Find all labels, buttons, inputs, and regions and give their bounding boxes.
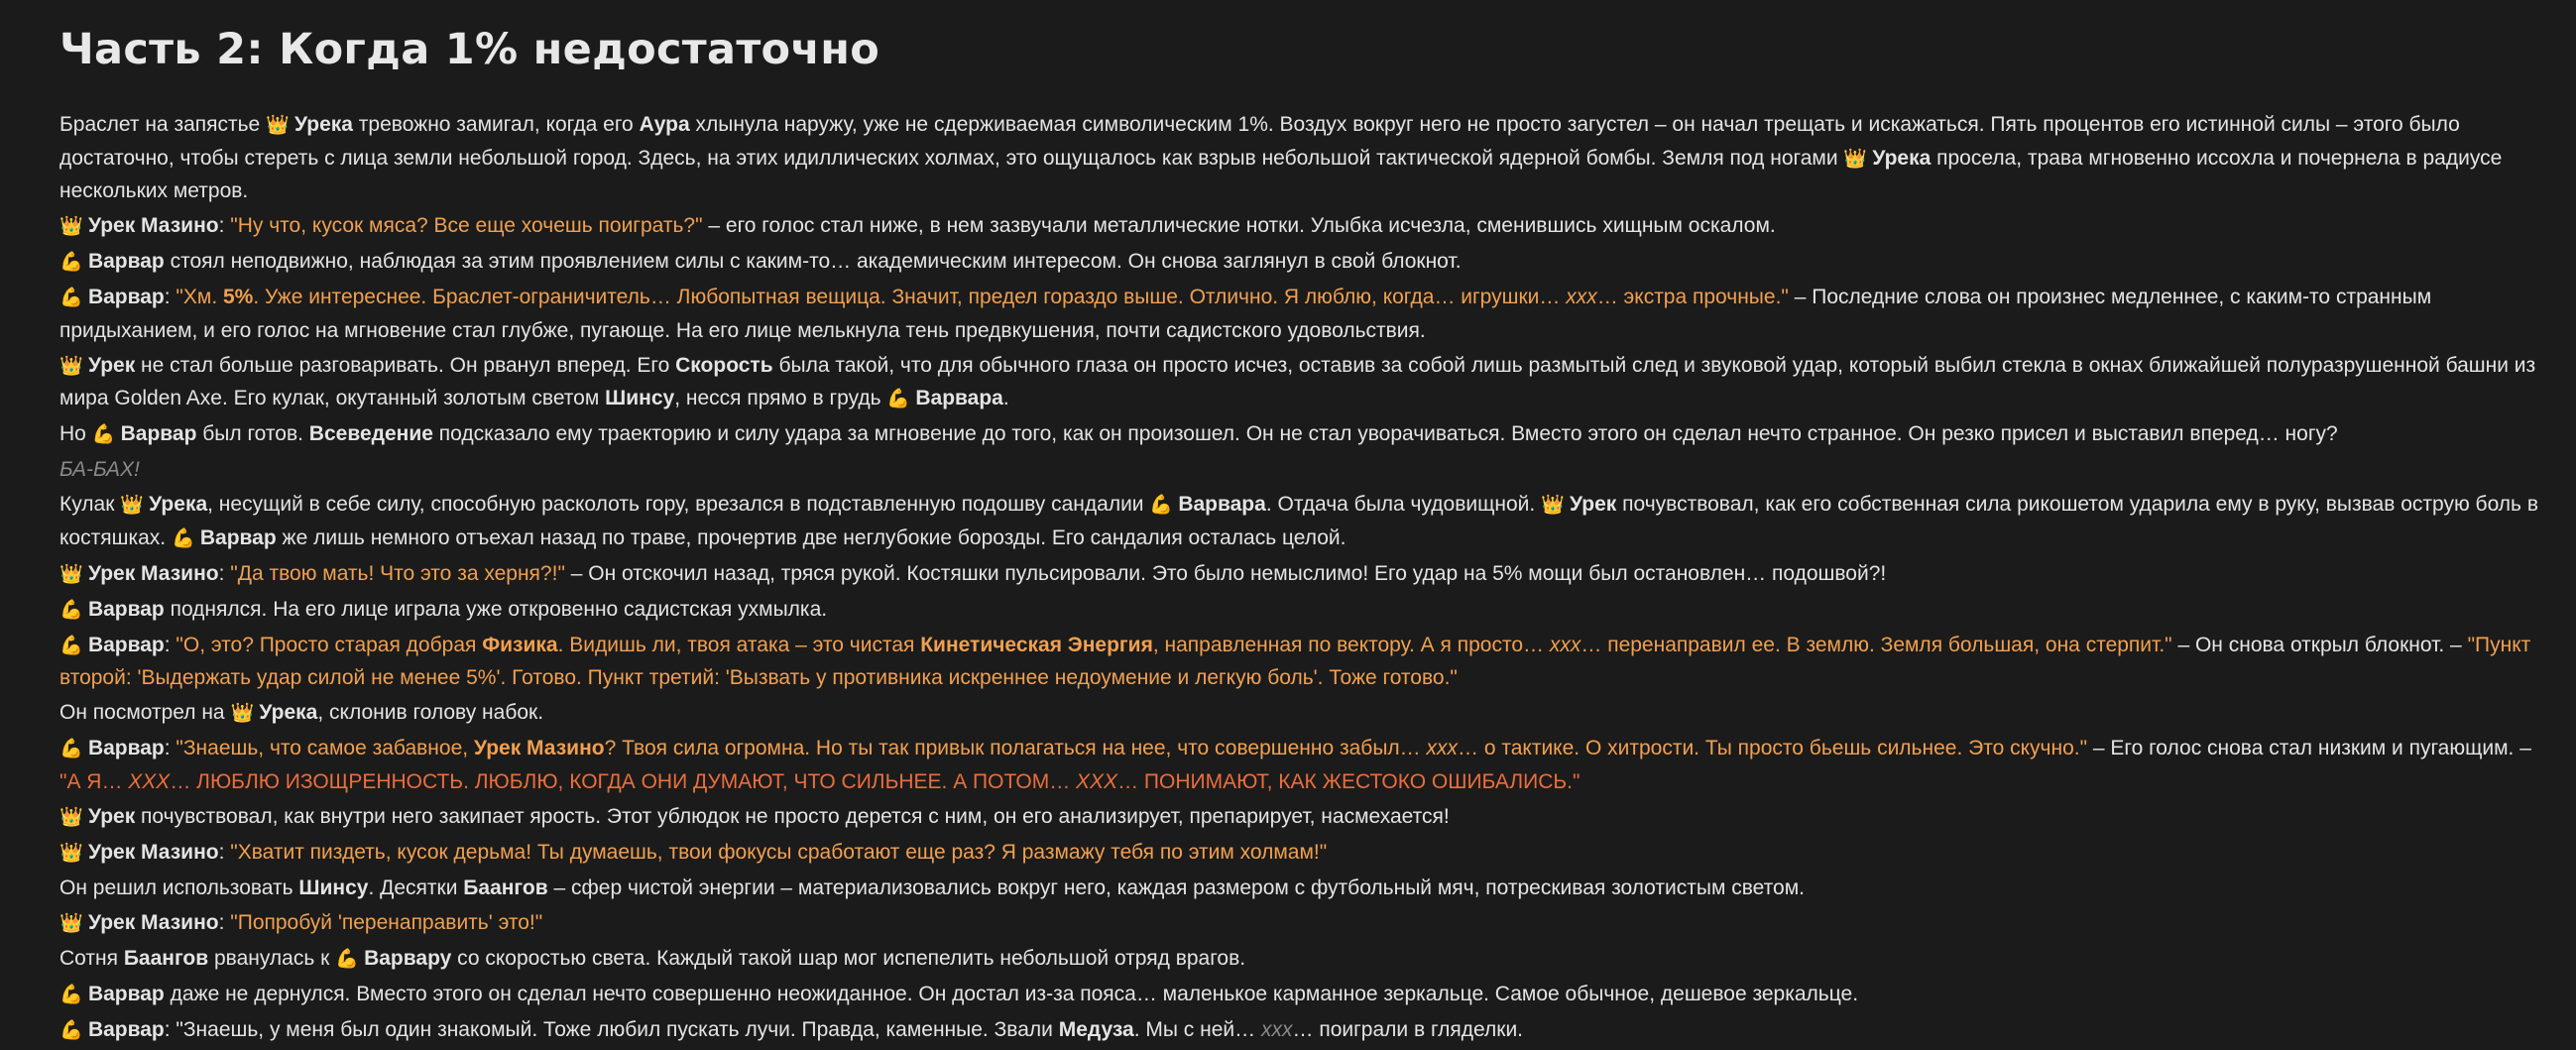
emphasis-name: Урека — [294, 113, 353, 136]
text-run: . Десятки — [368, 875, 464, 899]
text-run: просела, трава мгновенно иссохла и почернела в радиусе нескольких метров. — [59, 146, 2503, 202]
dialogue-text: … экстра прочные." — [1596, 286, 1789, 308]
dialogue-text: "Хватит пиздеть, кусок дерьма! Ты думаешь, твои фокусы сработают еще раз? Я размажу тебя по этим холмам!" — [230, 840, 1328, 864]
emphasis-name: Урек Мазино — [87, 840, 219, 864]
dialogue-text: Кинетическая Энергия — [920, 633, 1153, 656]
text-run: Но — [59, 422, 92, 445]
story-paragraph — [59, 558, 2558, 592]
text-run: подсказало ему траекторию и силу удара за мгновение до того, как он произошел. Он не стал уворачиваться. Вместо этого он сделал нечто странное. Он резко присел и выставил вперед… ногу? — [432, 422, 2338, 445]
flexed-biceps-icon: 💪 — [59, 599, 88, 621]
flexed-biceps-icon: 💪 — [59, 1019, 88, 1041]
story-paragraph — [59, 733, 2558, 798]
text-run: , несущий в себе силу, способную расколоть гору, врезался в подставленную подошву сандалии — [207, 493, 1150, 516]
emphasis-name: Медуза — [1058, 1017, 1134, 1041]
text-run: … поиграли в гляделки. — [1292, 1017, 1524, 1041]
text-run: же лишь немного отъехал назад по траве, прочертив две неглубокие борозды. Его сандалия осталась целой. — [276, 525, 1347, 549]
story-paragraph — [59, 454, 2558, 487]
text-run: : — [218, 214, 231, 237]
emphasis-name: Шинсу — [605, 387, 675, 409]
emphasis-name: Урек Мазино — [87, 561, 219, 585]
emphasis-name: Варвар — [87, 286, 165, 308]
crown-icon: 👑 — [59, 355, 88, 377]
dialogue-text: "Ну что, кусок мяса? Все еще хочешь поиграть?" — [230, 214, 703, 237]
flexed-biceps-icon: 💪 — [59, 739, 88, 759]
emphasis-name: Варвар — [87, 597, 165, 621]
emphasis-name: Урека — [1872, 146, 1932, 170]
chapter-title: Часть 2: Когда 1% недостаточно — [59, 25, 880, 74]
text-run: не стал больше разговаривать. Он рванул вперед. Его — [135, 353, 676, 377]
emphasis-name: Варвар — [87, 250, 165, 273]
text-run: : — [164, 286, 176, 308]
emphasis-name: Баангов — [463, 875, 548, 899]
sound-effect-text: БА-БАХ! — [59, 458, 140, 481]
sound-effect-text: ххх — [1261, 1017, 1293, 1041]
text-run: стоял неподвижно, наблюдая за этим проявлением силы с каким-то… академическим интересом. Он снова заглянул в свой блокнот. — [164, 250, 1462, 273]
emphasis-name: Варвар — [87, 633, 165, 656]
text-run: . Мы с ней… — [1133, 1017, 1261, 1041]
emphasis-name: Скорость — [675, 353, 773, 377]
flexed-biceps-icon: 💪 — [59, 288, 88, 308]
story-paragraph — [59, 979, 2558, 1012]
emphasis-name: Варвар — [87, 982, 165, 1005]
story-paragraph — [59, 801, 2558, 835]
emphasis-name: Урека — [259, 701, 318, 724]
dialogue-text: . Уже интереснее. Браслет-ограничитель… Любопытная вещица. Значит, предел гораздо выше. Отлично. Я люблю, когда… игрушки… — [253, 286, 1567, 308]
text-run: : — [218, 561, 231, 585]
text-run: Кулак — [59, 493, 121, 516]
dialogue-text: ххх — [1426, 737, 1458, 759]
text-run: – сфер чистой энергии – материализовались вокруг него, каждая размером с футбольный мяч, потрескивая золотистым светом. — [547, 875, 1805, 899]
dialogue-text: "Знаешь, что самое забавное, — [176, 737, 474, 759]
story-paragraph — [59, 594, 2558, 628]
emphasis-name: Урек — [1570, 493, 1617, 516]
dialogue-text: ххх — [1566, 286, 1597, 308]
text-run: почувствовал, как внутри него закипает ярость. Этот ублюдок не просто дерется с ним, он его анализирует, препарирует, насмехается! — [135, 804, 1450, 828]
text-run: , несся прямо в грудь — [674, 387, 887, 409]
flexed-biceps-icon: 💪 — [59, 635, 88, 656]
crown-icon: 👑 — [59, 563, 88, 585]
crown-icon: 👑 — [59, 216, 88, 237]
story-paragraph — [59, 246, 2558, 280]
emphasis-name: Всеведение — [308, 422, 433, 445]
story-paragraph — [59, 282, 2558, 347]
dialogue-text: … о тактике. О хитрости. Ты просто бьешь сильнее. Это скучно." — [1458, 737, 2088, 759]
crown-icon: 👑 — [59, 806, 88, 828]
dialogue-text: ххх — [1549, 633, 1581, 656]
text-run: . — [1002, 387, 1009, 409]
text-run: : — [164, 737, 176, 759]
text-run: – Он снова открыл блокнот. – — [2171, 633, 2468, 656]
emphasis-name: Урека — [149, 493, 208, 516]
crown-icon: 👑 — [59, 842, 88, 864]
story-body — [59, 109, 2558, 1047]
crown-icon: 👑 — [1843, 148, 1873, 170]
story-paragraph — [59, 109, 2558, 208]
story-paragraph — [59, 210, 2558, 244]
text-run: тревожно замигал, когда его — [352, 113, 640, 136]
story-paragraph — [59, 873, 2558, 905]
crown-icon: 👑 — [266, 115, 294, 136]
shout-text: … ПОНИМАЮТ, КАК ЖЕСТОКО ОШИБАЛИСЬ." — [1117, 769, 1581, 793]
emphasis-name: Урек — [87, 804, 136, 828]
flexed-biceps-icon: 💪 — [91, 424, 121, 445]
emphasis-name: Варвар — [120, 422, 197, 445]
dialogue-text: ? Твоя сила огромна. Но ты так привык полагаться на нее, что совершенно забыл… — [604, 737, 1427, 759]
text-run: – Последние слова он произнес медленнее, с каким-то странным придыханием, и его голос на мгновение стал глубже, пугающе. На его лице мелькнула тень предвкушения, почти садистского удовольствия. — [59, 286, 2432, 342]
text-run: со скоростью света. Каждый такой шар мог испепелить небольшой отряд врагов. — [451, 946, 1246, 970]
text-run: была такой, что для обычного глаза он просто исчез, оставив за собой лишь размытый след и звуковой удар, который выбил стекла в окнах ближайшей полуразрушенной башни из мира Golden Axe. Его кулак, окутанный золотым светом — [59, 353, 2536, 409]
story-paragraph — [59, 837, 2558, 871]
text-run: Браслет на запястье — [59, 113, 267, 136]
text-run: : "Знаешь, у меня был один знакомый. Тоже любил пускать лучи. Правда, каменные. Звали — [164, 1017, 1059, 1041]
dialogue-text: Физика — [482, 633, 558, 656]
dialogue-text: … перенаправил ее. В землю. Земля большая, она стерпит." — [1581, 633, 2172, 656]
text-run: Сотня — [59, 946, 124, 970]
dialogue-text: "Хм. — [176, 286, 223, 308]
text-run: : — [164, 633, 176, 656]
dialogue-text: "Да твою мать! Что это за херня?!" — [230, 561, 565, 585]
emphasis-name: Варвар — [87, 1017, 165, 1041]
flexed-biceps-icon: 💪 — [171, 527, 200, 549]
story-paragraph — [59, 907, 2558, 941]
dialogue-text: . Видишь ли, твоя атака – это чистая — [557, 633, 921, 656]
dialogue-text: "Пункт второй: 'Выдержать удар силой не менее 5%'. Готово. Пункт третий: 'Вызвать у противника искреннее недоумение и легкую боль'. Тоже готово." — [59, 633, 2531, 689]
emphasis-name: Варвара — [1178, 493, 1266, 516]
emphasis-name: Шинсу — [298, 875, 369, 899]
story-paragraph — [59, 350, 2558, 416]
emphasis-name: Варвар — [199, 525, 277, 549]
flexed-biceps-icon: 💪 — [886, 389, 916, 409]
shout-text: ХХХ — [1076, 769, 1118, 793]
text-run: , склонив голову набок. — [317, 701, 544, 724]
text-run: : — [218, 910, 231, 934]
shout-text: … ЛЮБЛЮ ИЗОЩРЕННОСТЬ. ЛЮБЛЮ, КОГДА ОНИ ДУМАЮТ, ЧТО СИЛЬНЕЕ. А ПОТОМ… — [170, 769, 1077, 793]
story-paragraph — [59, 630, 2558, 695]
text-run: Он решил использовать — [59, 875, 299, 899]
dialogue-text: "Попробуй 'перенаправить' это!" — [230, 910, 543, 934]
emphasis-name: Урек Мазино — [87, 214, 219, 237]
dialogue-text: "О, это? Просто старая добрая — [176, 633, 483, 656]
crown-icon: 👑 — [59, 912, 88, 934]
story-paragraph — [59, 489, 2558, 555]
text-run: : — [218, 840, 231, 864]
crown-icon: 👑 — [1541, 495, 1571, 516]
dialogue-text: Урек Мазино — [473, 737, 605, 759]
story-paragraph — [59, 943, 2558, 977]
shout-text: ХХХ — [128, 769, 171, 793]
text-run: . Отдача была чудовищной. — [1265, 493, 1542, 516]
crown-icon: 👑 — [120, 495, 150, 516]
emphasis-name: Урек Мазино — [87, 910, 219, 934]
story-paragraph — [59, 697, 2558, 731]
dialogue-text: 5% — [223, 286, 254, 308]
emphasis-name: Варвара — [915, 387, 1003, 409]
text-run: – его голос стал ниже, в нем зазвучали металлические нотки. Улыбка исчезла, сменившись хищным оскалом. — [702, 214, 1776, 237]
text-run: – Он отскочил назад, тряся рукой. Костяшки пульсировали. Это было немыслимо! Его удар на 5% мощи был остановлен… подошвой?! — [564, 561, 1887, 585]
text-run: даже не дернулся. Вместо этого он сделал нечто совершенно неожиданное. Он достал из-за пояса… маленькое карманное зеркальце. Самое обычное, дешевое зеркальце. — [164, 982, 1859, 1005]
emphasis-name: Варвару — [364, 946, 452, 970]
flexed-biceps-icon: 💪 — [59, 984, 88, 1005]
text-run: – Его голос снова стал низким и пугающим. – — [2087, 737, 2531, 759]
story-paragraph — [59, 1014, 2558, 1048]
story-page — [59, 22, 2558, 1050]
flexed-biceps-icon: 💪 — [59, 252, 88, 273]
crown-icon: 👑 — [230, 703, 260, 724]
emphasis-name: Варвар — [87, 737, 165, 759]
text-run: был готов. — [196, 422, 309, 445]
text-run: поднялся. На его лице играла уже откровенно садистская ухмылка. — [164, 597, 828, 621]
emphasis-name: Аура — [639, 113, 690, 136]
emphasis-name: Урек — [87, 353, 136, 377]
text-run: почувствовал, как его собственная сила рикошетом ударила ему в руку, вызвав острую боль в костяшках. — [59, 493, 2538, 549]
emphasis-name: Баангов — [123, 946, 209, 970]
flexed-biceps-icon: 💪 — [335, 948, 365, 970]
shout-text: "А Я… — [59, 769, 129, 793]
dialogue-text: , направленная по вектору. А я просто… — [1152, 633, 1550, 656]
text-run: рванулась к — [208, 946, 336, 970]
story-paragraph — [59, 418, 2558, 452]
text-run: хлынула наружу, уже не сдерживаемая символическим 1%. Воздух вокруг него не просто загустел – он начал трещать и искажаться. Пять процентов его истинной силы – этого было достаточно, чтобы стереть с лица земли небольшой город. Здесь, на этих идиллических холмах, это ощущалось как взрыв небольшой тактической ядерной бомбы. Земля под ногами — [59, 113, 2460, 170]
text-run: Он посмотрел на — [59, 701, 231, 724]
flexed-biceps-icon: 💪 — [1149, 495, 1179, 516]
